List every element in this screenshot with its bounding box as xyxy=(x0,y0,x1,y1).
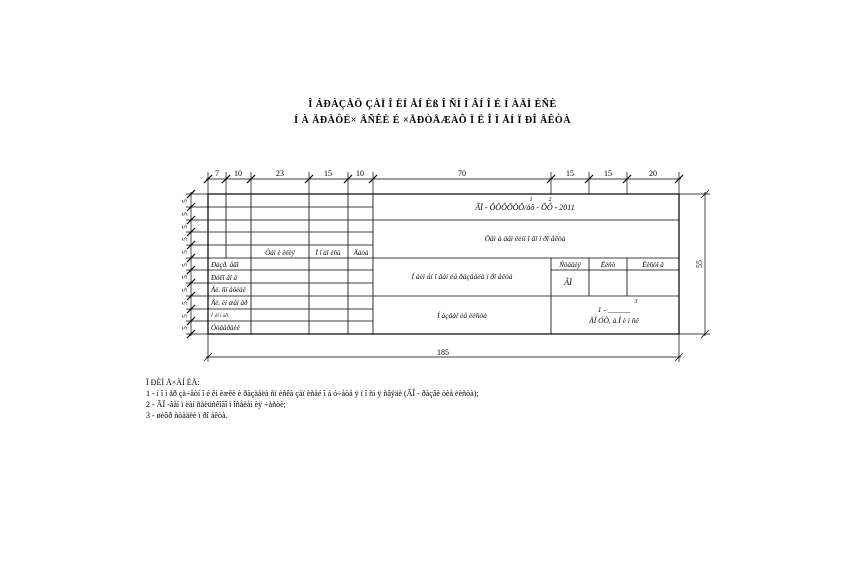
column-date-label: Äàòà xyxy=(353,249,369,257)
sheet-title: Í àçâàí èå ëèñòà xyxy=(437,311,487,320)
project-name: Öåì à äåì ëèíí î ãî ï ðî åêòà xyxy=(484,234,566,243)
col-dim-3: 23 xyxy=(276,169,284,178)
organization-line-2: ÃÎ ÓÕ, à.Î è ì ñê xyxy=(589,316,639,325)
organization-superscript: 3 xyxy=(634,299,638,305)
col-dim-8: 15 xyxy=(604,169,612,178)
role-norm: Ãë. ñï åöèàë xyxy=(211,286,246,294)
left-dimension-lines xyxy=(186,192,208,336)
row-dim-6: 5 xyxy=(181,263,189,267)
role-checked: Ðóêî âî ä xyxy=(211,274,238,282)
row-dim-8: 5 xyxy=(181,288,189,292)
col-dim-5: 10 xyxy=(356,169,364,178)
header-sheet: Ëèñò xyxy=(600,261,616,269)
column-signature-label: Ï î äï èñü xyxy=(315,249,341,257)
document-designation: ÃÏ - ÔÔÔÔÔÔ/äô - ÔÔ - 2011 xyxy=(475,203,575,212)
column-change-label: Õàì è èëèÿ xyxy=(265,249,295,257)
role-head: Ãë. èí æåí åð xyxy=(211,299,248,307)
row-dim-7: 5 xyxy=(181,275,189,279)
row-dim-3: 5 xyxy=(181,225,189,229)
total-height-label: 55 xyxy=(695,260,704,268)
notes-heading: Ï ÐÈÌ Å×ÀÍ ÈÅ: xyxy=(146,378,200,387)
role-approved: Óòâåðäèë xyxy=(211,324,240,332)
col-dim-6: 70 xyxy=(458,169,466,178)
note-item-3: 3 - øèôð ñòàäèè ï ðî åêòà. xyxy=(146,411,228,420)
row-dimension-labels xyxy=(181,199,189,330)
row-dim-5: 5 xyxy=(181,250,189,254)
notes-block xyxy=(146,377,479,421)
total-width-label: 185 xyxy=(437,348,449,357)
role-developed: Ðàçð. åãî xyxy=(211,261,239,269)
row-dim-9: 5 xyxy=(181,301,189,305)
col-dim-1: 7 xyxy=(215,169,219,178)
col-dim-7: 15 xyxy=(566,169,574,178)
stage-value: ÃÏ xyxy=(564,278,572,287)
col-dim-2: 10 xyxy=(234,169,242,178)
designation-callout-2: 2 xyxy=(548,197,552,203)
title-line-1: Î ÁÐÀÇÅÖ ÇÀÏ Î ËÍ ÅÍ Èß Î ÑÍ Î ÂÍ Î É Í ÀÄÏ ÈÑÈ xyxy=(308,99,557,110)
row-dim-11: 5 xyxy=(181,326,189,330)
row-dim-10: 5 xyxy=(181,314,189,318)
role-gap: Í .êî í òð. xyxy=(211,314,229,319)
note-item-2: 2 - ÃÏ -ãåí ï ëàí ñåëüñêîãî ï îñåëåí èÿ ÷àñòè; xyxy=(146,400,286,409)
designation-callout-1: 1 xyxy=(529,197,533,203)
drawing-name: Í àèì åí î âàí èå ðàçäåëà ï ðî åêòà xyxy=(411,272,513,281)
row-dim-4: 5 xyxy=(181,237,189,241)
title-line-2: Í À ÄÐÀÔÈ× ÅÑÊÈ É ×ÅÐÒÅÆÀÕ Ï Ë Î Ì ÅÍ Ï ÐÎ ÅÊÒÀ xyxy=(294,115,571,126)
row-dim-1: 5 xyxy=(181,199,189,203)
note-item-1: 1 - í î ì åð çà÷åòí î é êí èæêè è ðàçäåëà ñï èñêà çàï èñåé î á ó÷åòå ÿ ï î ñì ÿ ñâÿäè (ÃÎ - ðàçâè òèå ëèñòà); xyxy=(146,389,479,398)
header-sheets: Ëèñòî â xyxy=(642,261,664,269)
row-dim-2: 5 xyxy=(181,212,189,216)
col-dim-9: 20 xyxy=(649,169,657,178)
header-stage: Ñòàäèÿ xyxy=(559,261,581,269)
col-dim-4: 15 xyxy=(324,169,332,178)
organization-line-1: 1 - ______ xyxy=(597,305,631,314)
